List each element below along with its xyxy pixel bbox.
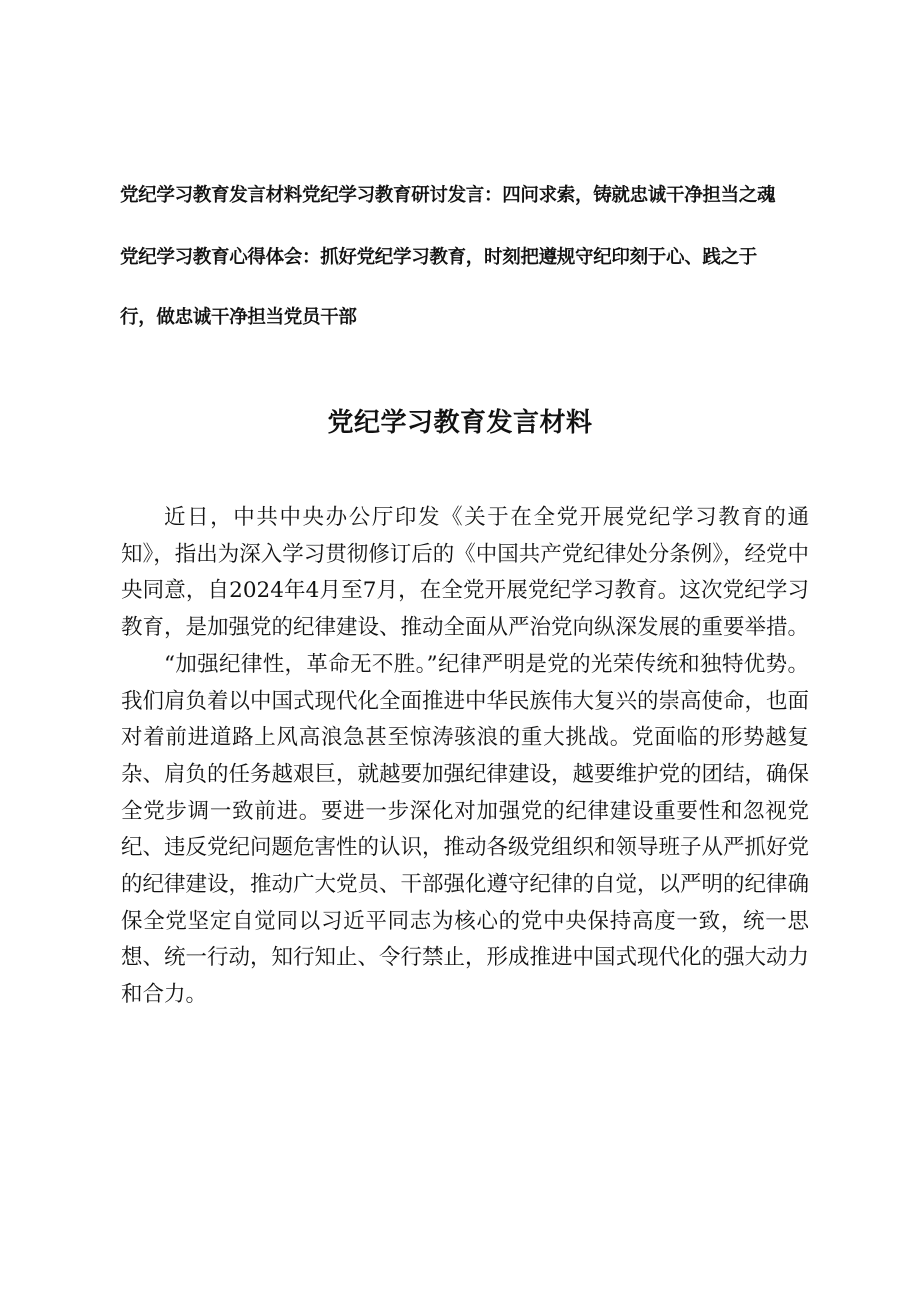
body-paragraph-2: “加强纪律性，革命无不胜。”纪律严明是党的光荣传统和独特优势。我们肩负着以中国式现代化全面推进中华民族伟大复兴的崇高使命，也面对着前进道路上风高浪急甚至惊涛骇浪的重大挑战。党面临的形势越复杂、肩负的任务越艰巨，就越要加强纪律建设，越要维护党的团结，确保全党步调一致前进。要进一步深化对加强党的纪律建设重要性和忽视党纪、违反党纪问题危害性的认识，推动各级党组织和领导班子从严抓好党的纪律建设，推动广大党员、干部强化遵守纪律的自觉，以严明的纪律确保全党坚定自觉同以习近平同志为核心的党中央保持高度一致，统一思想、统一行动，知行知止、令行禁止，形成推进中国式现代化的强大动力和合力。 <box>121 651 810 1008</box>
document-body <box>121 500 809 1014</box>
body-paragraph-1: 近日，中共中央办公厅印发《关于在全党开展党纪学习教育的通知》，指出为深入学习贯彻修订后的《中国共产党纪律处分条例》，经党中央同意，自2024年4月至7月，在全党开展党纪学习教育。这次党纪学习教育，是加强党的纪律建设、推动全面从严治党向纵深发展的重要举措。 <box>121 505 810 641</box>
toc-entry-2-line-2: 行，做忠诚干净担当党员干部 <box>120 307 357 328</box>
toc-entry-1: 党纪学习教育发言材料党纪学习教育研讨发言：四问求索，铸就忠诚干净担当之魂 <box>120 185 776 206</box>
toc-entry-2-line-1: 党纪学习教育心得体会：抓好党纪学习教育，时刻把遵规守纪印刻于心、践之于 <box>120 247 758 268</box>
document-title: 党纪学习教育发言材料 <box>327 408 593 438</box>
